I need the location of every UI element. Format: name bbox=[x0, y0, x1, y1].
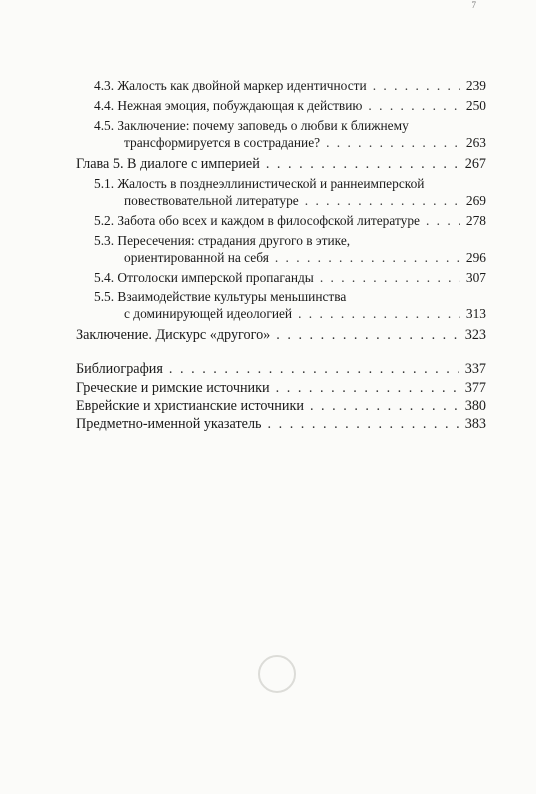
toc-entry-title: 4.5. Заключение: почему заповедь о любви к ближнему bbox=[94, 118, 409, 133]
leader-dots bbox=[368, 98, 459, 114]
toc-entry-page: 239 bbox=[465, 78, 486, 93]
toc-entry-title-cont: трансформируется в сострадание? bbox=[124, 135, 321, 150]
toc-entry-page: 269 bbox=[465, 193, 486, 208]
leader-dots bbox=[326, 135, 460, 151]
toc-entry[interactable] bbox=[94, 78, 486, 94]
toc-chapter[interactable] bbox=[76, 398, 486, 414]
toc-entry-title: 5.4. Отголоски имперской пропаганды bbox=[94, 270, 314, 285]
toc-entry-title-cont: повествовательной литературе bbox=[124, 193, 299, 208]
toc-entry-title: 4.4. Нежная эмоция, побуждающая к действию bbox=[94, 98, 363, 113]
toc-chapter-page: 380 bbox=[464, 398, 486, 414]
leader-dots bbox=[169, 361, 459, 377]
toc-chapter[interactable] bbox=[76, 327, 486, 343]
toc-entry-title: 5.2. Забота обо всех и каждом в философской литературе bbox=[94, 213, 420, 228]
toc-chapter-page: 267 bbox=[464, 156, 486, 172]
toc-chapter-title: Предметно-именной указатель bbox=[76, 416, 262, 432]
toc-entry[interactable] bbox=[94, 213, 486, 229]
toc-entry[interactable] bbox=[124, 306, 486, 322]
toc-entry[interactable] bbox=[94, 98, 486, 114]
toc-entry-title: 5.3. Пересечения: страдания другого в этике, bbox=[94, 233, 351, 248]
leader-dots bbox=[373, 78, 460, 94]
toc-chapter[interactable] bbox=[76, 156, 486, 172]
page-corner-mark: 7 bbox=[471, 0, 476, 10]
toc-entry[interactable] bbox=[124, 135, 486, 151]
toc-entry-title: 4.3. Жалость как двойной маркер идентичности bbox=[94, 78, 367, 93]
leader-dots bbox=[275, 250, 460, 266]
toc-chapter-page: 383 bbox=[464, 416, 486, 432]
toc-entry-page: 278 bbox=[465, 213, 486, 228]
toc-chapter-page: 337 bbox=[464, 361, 486, 377]
toc-chapter-title: Библиография bbox=[76, 361, 163, 377]
leader-dots bbox=[310, 398, 459, 414]
leader-dots bbox=[298, 306, 460, 322]
toc-entry-page: 263 bbox=[465, 135, 486, 150]
toc-entry-page: 250 bbox=[465, 98, 486, 113]
toc-entry[interactable] bbox=[124, 250, 486, 266]
toc-entry[interactable] bbox=[94, 270, 486, 286]
toc-chapter[interactable] bbox=[76, 361, 486, 377]
toc-entry-title: 5.1. Жалость в позднеэллинистической и раннеимперской bbox=[94, 176, 425, 191]
leader-dots bbox=[426, 213, 460, 229]
leader-dots bbox=[320, 270, 460, 286]
toc-entry-page: 307 bbox=[465, 270, 486, 285]
toc-chapter-title: Еврейские и христианские источники bbox=[76, 398, 304, 414]
toc-entry-page: 296 bbox=[465, 250, 486, 265]
leader-dots bbox=[276, 380, 459, 396]
toc-chapter-title: Глава 5. В диалоге с империей bbox=[76, 156, 260, 172]
toc-entry-title: 5.5. Взаимодействие культуры меньшинства bbox=[94, 289, 347, 304]
toc-chapter[interactable] bbox=[76, 380, 486, 396]
toc-entry-title-cont: с доминирующей идеологией bbox=[124, 306, 293, 321]
leader-dots bbox=[276, 327, 458, 343]
leader-dots bbox=[266, 156, 459, 172]
toc-chapter-title: Заключение. Дискурс «другого» bbox=[76, 327, 271, 343]
toc-chapter-title: Греческие и римские источники bbox=[76, 380, 270, 396]
toc-chapter-page: 377 bbox=[464, 380, 486, 396]
toc-entry[interactable] bbox=[124, 193, 486, 209]
leader-dots bbox=[268, 416, 459, 432]
toc-chapter-page: 323 bbox=[464, 327, 486, 343]
leader-dots bbox=[305, 193, 460, 209]
toc-entry-title-cont: ориентированной на себя bbox=[124, 250, 269, 265]
toc-chapter[interactable] bbox=[76, 416, 486, 432]
toc-entry-page: 313 bbox=[465, 306, 486, 321]
